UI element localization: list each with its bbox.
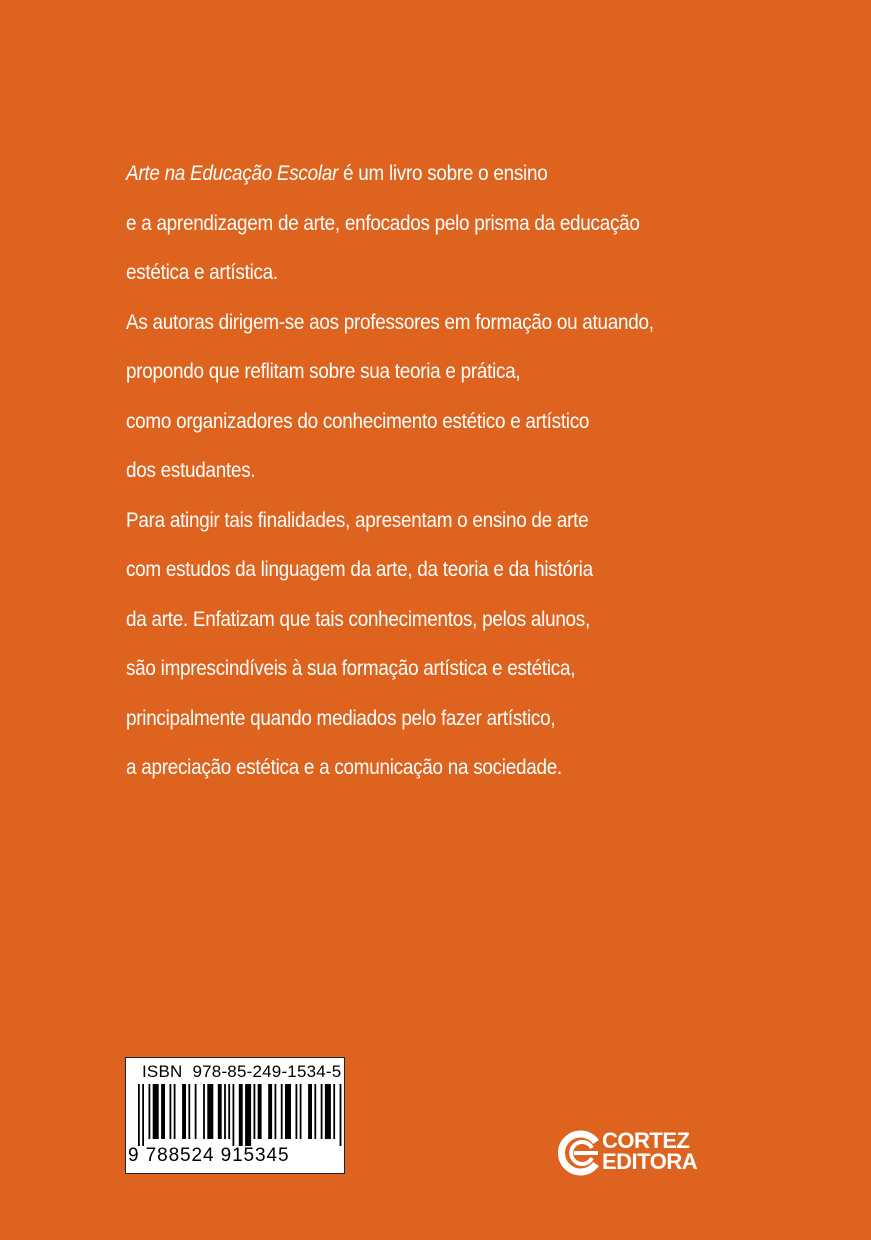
publisher-logo bbox=[558, 1128, 698, 1178]
blurb-line: da arte. Enfatizam que tais conhecimentos, pelos alunos, bbox=[126, 607, 590, 631]
barcode-bar bbox=[233, 1084, 235, 1146]
barcode-bar bbox=[228, 1084, 230, 1139]
barcode-bar bbox=[340, 1084, 342, 1146]
barcode-bar bbox=[170, 1084, 172, 1139]
barcode-bar bbox=[239, 1084, 243, 1146]
barcode-bar bbox=[161, 1084, 165, 1139]
blurb-line: principalmente quando mediados pelo fazer artístico, bbox=[126, 706, 556, 730]
barcode-bar bbox=[149, 1084, 151, 1139]
barcode-bar bbox=[325, 1084, 331, 1139]
barcode-bar bbox=[321, 1084, 323, 1139]
barcode-bar bbox=[174, 1084, 176, 1139]
cortez-c-logo-icon bbox=[558, 1128, 604, 1178]
barcode-bar bbox=[245, 1084, 251, 1146]
barcode-bar bbox=[195, 1084, 197, 1139]
barcode-bar bbox=[138, 1084, 140, 1146]
barcode-digits: 9 788524 915345 bbox=[128, 1145, 290, 1166]
blurb-line: e a aprendizagem de arte, enfocados pelo prisma da educação bbox=[126, 211, 640, 235]
blurb-line: a apreciação estética e a comunicação na sociedade. bbox=[126, 756, 562, 779]
back-cover-blurb bbox=[126, 149, 702, 793]
blurb-line: estética e artística. bbox=[126, 261, 278, 284]
barcode-bar bbox=[285, 1084, 291, 1139]
blurb-line bbox=[126, 149, 702, 199]
barcode-bar bbox=[188, 1084, 190, 1139]
barcode-bar bbox=[203, 1084, 205, 1139]
barcode-bar bbox=[207, 1084, 213, 1139]
barcode-bar bbox=[153, 1084, 159, 1139]
book-title: Arte na Educação Escolar bbox=[126, 162, 339, 185]
barcode-bar bbox=[224, 1084, 226, 1139]
barcode-bar bbox=[333, 1084, 335, 1139]
isbn-barcode bbox=[125, 1057, 345, 1174]
blurb-line: Para atingir tais finalidades, apresentam o ensino de arte bbox=[126, 508, 589, 532]
blurb-line: são imprescindíveis à sua formação artística e estética, bbox=[126, 657, 576, 680]
blurb-line: como organizadores do conhecimento estético e artístico bbox=[126, 409, 590, 433]
barcode-bar bbox=[254, 1084, 256, 1139]
blurb-line: dos estudantes. bbox=[126, 459, 256, 482]
blurb-line: As autoras dirigem-se aos professores em formação ou atuando, bbox=[126, 310, 654, 334]
blurb-line: propondo que reflitam sobre sua teoria e prática, bbox=[126, 360, 521, 383]
barcode-bars bbox=[126, 1084, 344, 1146]
blurb-line: com estudos da linguagem da arte, da teoria e da história bbox=[126, 558, 593, 581]
barcode-bar bbox=[308, 1084, 312, 1139]
barcode-bar bbox=[182, 1084, 186, 1139]
barcode-bar bbox=[258, 1084, 262, 1139]
barcode-bar bbox=[275, 1084, 277, 1139]
barcode-bar bbox=[281, 1084, 283, 1139]
barcode-bar bbox=[314, 1084, 316, 1139]
publisher-name-line1: CORTEZ bbox=[602, 1128, 690, 1153]
isbn-label: ISBN bbox=[142, 1062, 183, 1081]
barcode-bar bbox=[300, 1084, 302, 1139]
isbn-label-row bbox=[142, 1062, 341, 1082]
isbn-number: 978-85-249-1534-5 bbox=[192, 1062, 342, 1081]
barcode-bar bbox=[218, 1084, 222, 1139]
barcode-bar bbox=[268, 1084, 272, 1139]
barcode-bar bbox=[142, 1084, 144, 1146]
blurb-first-line-rest: é um livro sobre o ensino bbox=[338, 162, 548, 185]
barcode-bar bbox=[296, 1084, 298, 1139]
publisher-name-line2: EDITORA bbox=[602, 1149, 698, 1174]
